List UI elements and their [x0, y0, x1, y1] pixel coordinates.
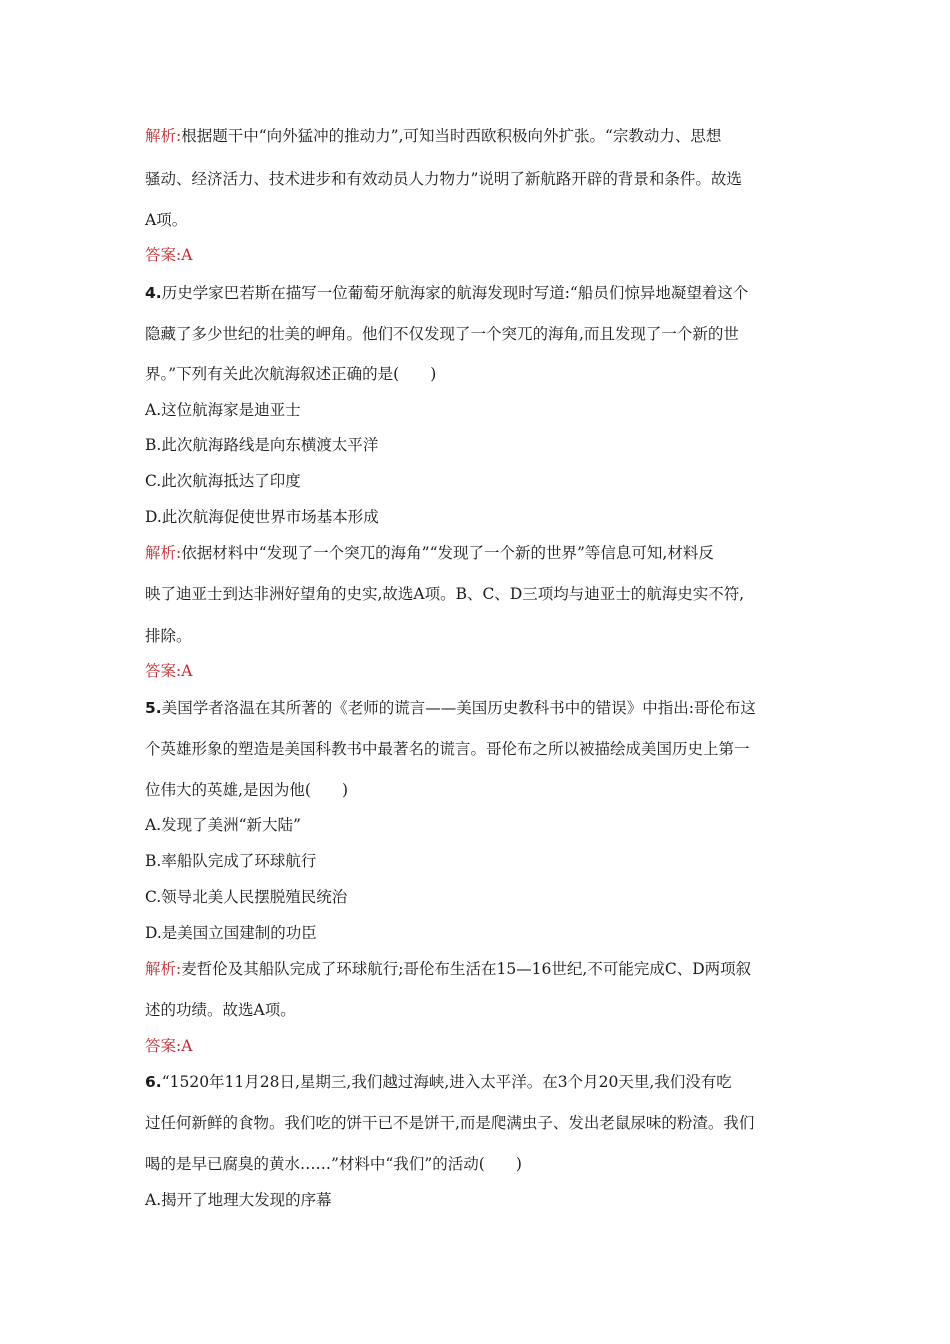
option-c: C.领导北美人民摆脱殖民统治: [145, 888, 348, 906]
option-a: A.这位航海家是迪亚士: [145, 401, 301, 419]
answer-label: 答案:: [145, 1037, 182, 1055]
answer-line: [145, 245, 192, 265]
answer-value: A: [181, 246, 193, 264]
option-d: D.此次航海促使世界市场基本形成: [145, 508, 379, 526]
analysis-line: 述的功绩。故选A项。: [145, 1001, 296, 1019]
analysis-line: 解析:麦哲伦及其船队完成了环球航行;哥伦布生活在15—16世纪,不可能完成C、D两项叙: [145, 960, 752, 978]
question-stem-line: 喝的是早已腐臭的黄水……”材料中“我们”的活动( ): [145, 1155, 522, 1173]
analysis-line: 排除。: [145, 627, 192, 645]
answer-line: [145, 1036, 192, 1056]
analysis-line: 解析:根据题干中“向外猛冲的推动力”,可知当时西欧积极向外扩张。“宗教动力、思想: [145, 127, 722, 145]
option-a: A.发现了美洲“新大陆”: [145, 816, 301, 834]
question-4-stem: 4.历史学家巴若斯在描写一位葡萄牙航海家的航海发现时写道:“船员们惊异地凝望着这个: [145, 284, 749, 302]
answer-label: 答案:: [145, 662, 182, 680]
option-b: B.率船队完成了环球航行: [145, 852, 317, 870]
option-b: B.此次航海路线是向东横渡太平洋: [145, 436, 379, 454]
analysis-label: 解析:: [145, 544, 182, 562]
analysis-line: 骚动、经济活力、技术进步和有效动员人力物力”说明了新航路开辟的背景和条件。故选: [145, 170, 742, 188]
question-stem-line: 界。”下列有关此次航海叙述正确的是( ): [145, 365, 437, 383]
answer-value: A: [181, 1037, 193, 1055]
question-stem-line: 隐藏了多少世纪的壮美的岬角。他们不仅发现了一个突兀的海角,而且发现了一个新的世: [145, 325, 739, 343]
analysis-label: 解析:: [145, 960, 182, 978]
answer-label: 答案:: [145, 246, 182, 264]
answer-line: [145, 661, 192, 681]
question-5-stem: 5.美国学者洛温在其所著的《老师的谎言——美国历史教科书中的错误》中指出:哥伦布这: [145, 699, 756, 717]
question-stem-line: 位伟大的英雄,是因为他( ): [145, 781, 349, 799]
option-c: C.此次航海抵达了印度: [145, 472, 301, 490]
analysis-label: 解析:: [145, 127, 182, 145]
analysis-line: 解析:依据材料中“发现了一个突兀的海角”“发现了一个新的世界”等信息可知,材料反: [145, 544, 714, 562]
answer-value: A: [181, 662, 193, 680]
question-6-stem: 6.“1520年11月28日,星期三,我们越过海峡,进入太平洋。在3个月20天里,我们没有吃: [145, 1073, 732, 1091]
question-number: 6.: [145, 1073, 162, 1091]
option-a: A.揭开了地理大发现的序幕: [145, 1191, 332, 1209]
analysis-line: A项。: [145, 211, 188, 229]
question-stem-line: 过任何新鲜的食物。我们吃的饼干已不是饼干,而是爬满虫子、发出老鼠尿味的粉渣。我们: [145, 1114, 755, 1132]
option-d: D.是美国立国建制的功臣: [145, 924, 317, 942]
question-stem-line: 个英雄形象的塑造是美国科教书中最著名的谎言。哥伦布之所以被描绘成美国历史上第一: [145, 740, 750, 758]
analysis-line: 映了迪亚士到达非洲好望角的史实,故选A项。B、C、D三项均与迪亚士的航海史实不符,: [145, 585, 745, 603]
question-number: 5.: [145, 699, 162, 717]
question-number: 4.: [145, 284, 162, 302]
